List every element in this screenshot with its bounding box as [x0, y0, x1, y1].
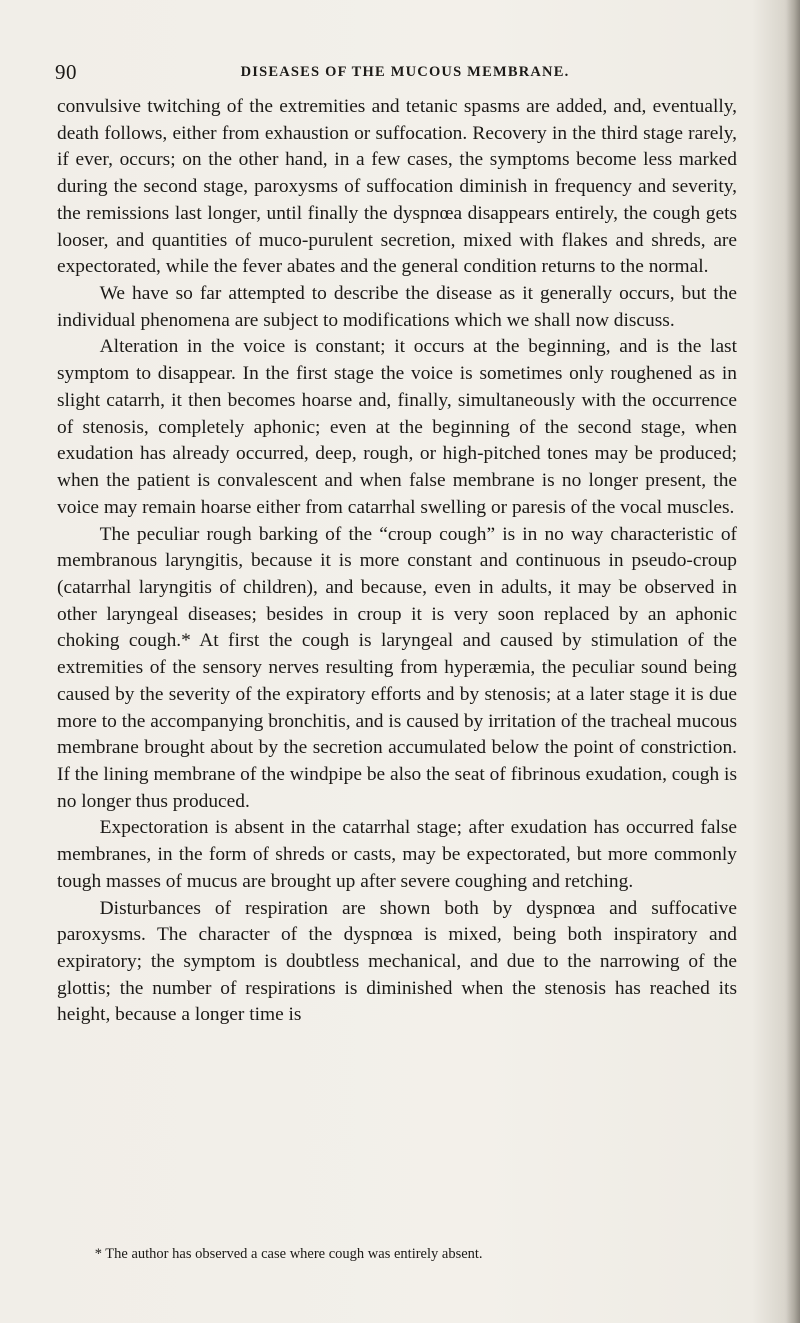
paragraph-continuation: convulsive twitching of the extremities and tetanic spasms are added, and, eventually, death follows, either from exhaustion or suffocation. Recovery in the third stage rarely, if ever, occurs; on the other hand, in a few cases, the symptoms become less marked during the second stage, paroxysms of suffocation diminish in frequency and severity, the remissions last longer, until finally the dyspnœa disappears entirely, the cough gets looser, and quantities of muco-purulent secretion, mixed with flakes and shreds, are expectorated, while the fever abates and the general condition returns to the normal.	[57, 96, 737, 278]
paragraph-voice-alteration: Alteration in the voice is constant; it occurs at the beginning, and is the last symptom to disappear. In the first stage the voice is sometimes only roughened as in slight catarrh, it then becomes hoarse and, finally, simultaneously with the occurrence of stenosis, completely aphonic; even at the beginning of the second stage, when exudation has already occurred, deep, rough, or high-pitched tones may be produced; when the patient is convalescent and when false membrane is no longer present, the voice may remain hoarse either from catarrhal swelling or paresis of the vocal muscles.	[57, 336, 737, 518]
paragraph-respiration: Disturbances of respiration are shown both by dyspnœa and suffocative paroxysms. The character of the dyspnœa is mixed, being both inspiratory and expiratory; the symptom is doubtless mechanical, and due to the narrowing of the glottis; the number of respirations is diminished when the stenosis has reached its height, because a longer time is	[57, 897, 737, 1026]
page-number: 90	[55, 60, 77, 84]
paragraph-expectoration: Expectoration is absent in the catarrhal stage; after exudation has occurred false membranes, in the form of shreds or casts, may be expectorated, but more commonly tough masses of mucus are brought up after severe coughing and retching.	[57, 817, 737, 892]
body-text	[57, 94, 737, 1029]
paragraph-croup-cough: The peculiar rough barking of the “croup cough” is in no way characteristic of membranous laryngitis, because it is more constant and continuous in pseudo-croup (catarrhal laryngitis of children), and because, even in adults, it may be observed in other laryngeal diseases; besides in croup it is very soon replaced by an aphonic choking cough.* At first the cough is laryngeal and caused by stimulation of the extremities of the sensory nerves resulting from hyperæmia, the peculiar sound being caused by the severity of the expiratory efforts and by stenosis; at a later stage it is due more to the accompanying bronchitis, and is caused by irritation of the tracheal mucous membrane brought about by the secretion accumulated below the point of constriction. If the lining membrane of the windpipe be also the seat of fibrinous exudation, cough is no longer thus produced.	[57, 523, 737, 812]
footnote: * The author has observed a case where cough was entirely absent.	[94, 1246, 483, 1262]
running-head: DISEASES OF THE MUCOUS MEMBRANE.	[240, 64, 570, 80]
page-header	[55, 60, 755, 90]
page-edge-shadow	[786, 0, 800, 1323]
paragraph-disease-description: We have so far attempted to describe the disease as it generally occurs, but the individual phenomena are subject to modifications which we shall now discuss.	[57, 283, 737, 331]
